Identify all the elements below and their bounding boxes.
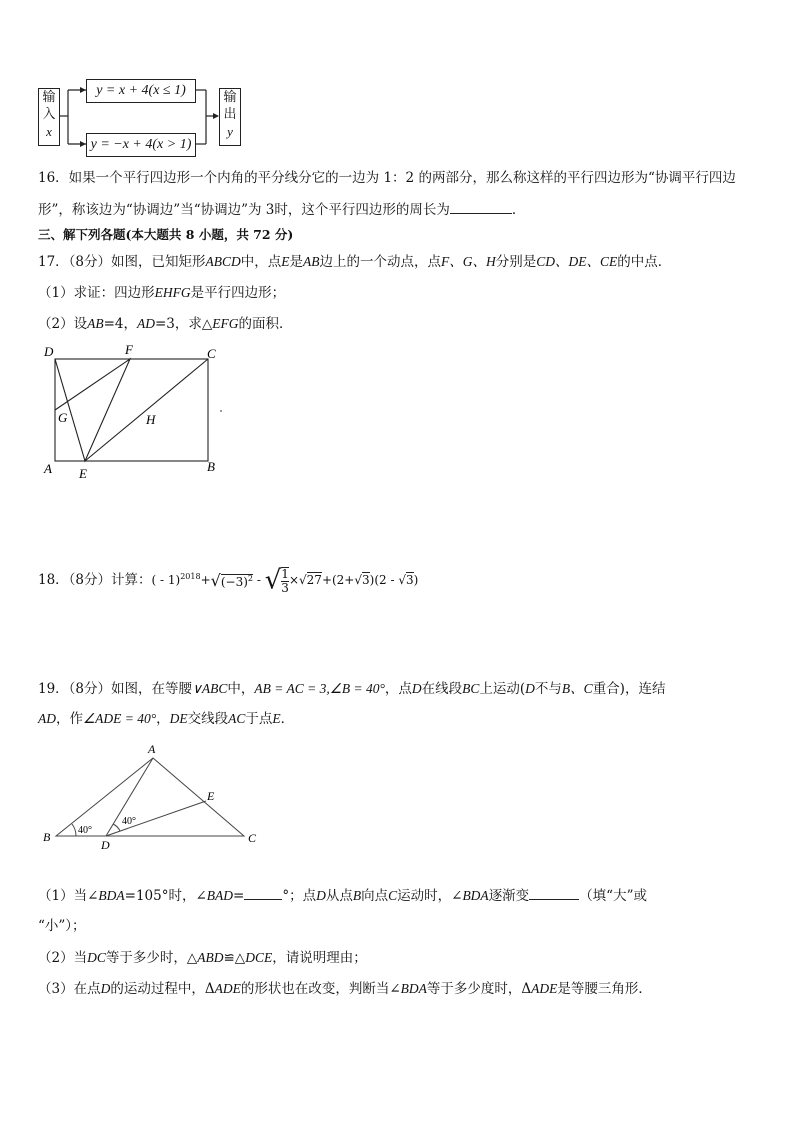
label-F: F bbox=[125, 342, 133, 357]
q16-line1: 16．如果一个平行四边形一个内角的平分线分它的一边为 1：2 的两部分，那么称这样的平行四边形为“协调平行四边 bbox=[38, 170, 736, 186]
label-A: A bbox=[148, 742, 156, 756]
input-label-1: 输 bbox=[42, 90, 56, 105]
top-formula-box: y = x + 4(x ≤ 1) bbox=[86, 79, 196, 103]
q16-line2: 形”，称该边为“协调边”当“协调边”为 3时，这个平行四边形的周长为 ． bbox=[38, 202, 526, 218]
bottom-formula-box: y = −x + 4(x > 1) bbox=[86, 133, 196, 157]
input-label-2: 入 bbox=[42, 107, 56, 122]
sqrt-neg3-squared: $√(-3)^2$ bbox=[210, 571, 253, 590]
sqrt-3-a: √3 bbox=[354, 573, 370, 587]
input-box bbox=[38, 88, 60, 146]
q19-part1-cont: “小”）； bbox=[38, 918, 86, 934]
q19-triangle-figure bbox=[0, 738, 280, 853]
q19-bad-blank bbox=[244, 899, 282, 900]
segment-de bbox=[106, 801, 206, 836]
label-G: G bbox=[58, 410, 68, 425]
label-H: H bbox=[146, 412, 156, 427]
q17-stem: 17．（8分）如图，已知矩形ABCD中，点E是AB边上的一个动点，点F、G、H分别是CD、DE、CE的中点． bbox=[38, 254, 672, 270]
output-label-2: 出 bbox=[223, 107, 237, 122]
label-A: A bbox=[44, 461, 52, 476]
input-label-3: x bbox=[46, 124, 52, 139]
q19-part1: （1）当∠BDA=105°时，∠BAD= °；点D从点B向点C运动时，∠BDA逐渐变 （填“大”或 bbox=[38, 888, 647, 904]
angle-label-d: 40° bbox=[122, 816, 136, 827]
label-B: B bbox=[207, 459, 215, 474]
sqrt-27: √27 bbox=[299, 573, 322, 587]
label-B: B bbox=[43, 830, 51, 844]
section3-title: 三、解下列各题(本大题共 8 小题，共 72 分) bbox=[38, 227, 294, 242]
label-D: D bbox=[44, 344, 54, 359]
q19-part2: （2）当DC等于多少时，△ABD≌△DCE，请说明理由； bbox=[38, 950, 367, 966]
label-E: E bbox=[207, 789, 215, 803]
angle-d-arc bbox=[113, 824, 120, 831]
q18-expression: 18．（8分）计算：( - $1)^{2018}+√(-3)^2$ - √ $\frac{1}{3}$ ×√27+(2+√3)(2 - √3) bbox=[38, 557, 418, 597]
rectangle-abcd bbox=[55, 359, 208, 461]
q17-rectangle-figure bbox=[0, 340, 260, 485]
output-box bbox=[219, 88, 241, 146]
label-D: D bbox=[101, 838, 110, 852]
sqrt-one-third: √ $\frac{1}{3}$ bbox=[264, 565, 289, 595]
angle-label-b: 40° bbox=[78, 825, 92, 836]
q17-part2: （2）设AB=4，AD=3，求△EFG的面积． bbox=[38, 316, 293, 332]
label-E: E bbox=[79, 466, 87, 481]
q19-line2: AD，作∠ADE = 40°，DE交线段AC于点E． bbox=[38, 711, 295, 727]
output-label-3: y bbox=[227, 124, 233, 139]
sqrt-3-b: √3 bbox=[398, 573, 414, 587]
label-C: C bbox=[207, 346, 216, 361]
q17-part1: （1）求证：四边形EHFG是平行四边形； bbox=[38, 285, 286, 301]
q19-line1: 19．（8分）如图，在等腰∨ABC中，AB = AC = 3,∠B = 40°，点D在线段BC上运动(D不与B、C重合)，连结 bbox=[38, 681, 666, 697]
output-label-1: 输 bbox=[223, 90, 237, 105]
q19-part3: （3）在点D的运动过程中，ΔADE的形状也在改变，判断当∠BDA等于多少度时，ΔADE是等腰三角形． bbox=[38, 981, 652, 997]
q19-trend-blank bbox=[529, 899, 579, 900]
q16-answer-blank bbox=[450, 213, 512, 214]
angle-b-arc bbox=[72, 824, 76, 836]
label-C: C bbox=[248, 831, 257, 845]
stray-dot bbox=[220, 410, 222, 412]
